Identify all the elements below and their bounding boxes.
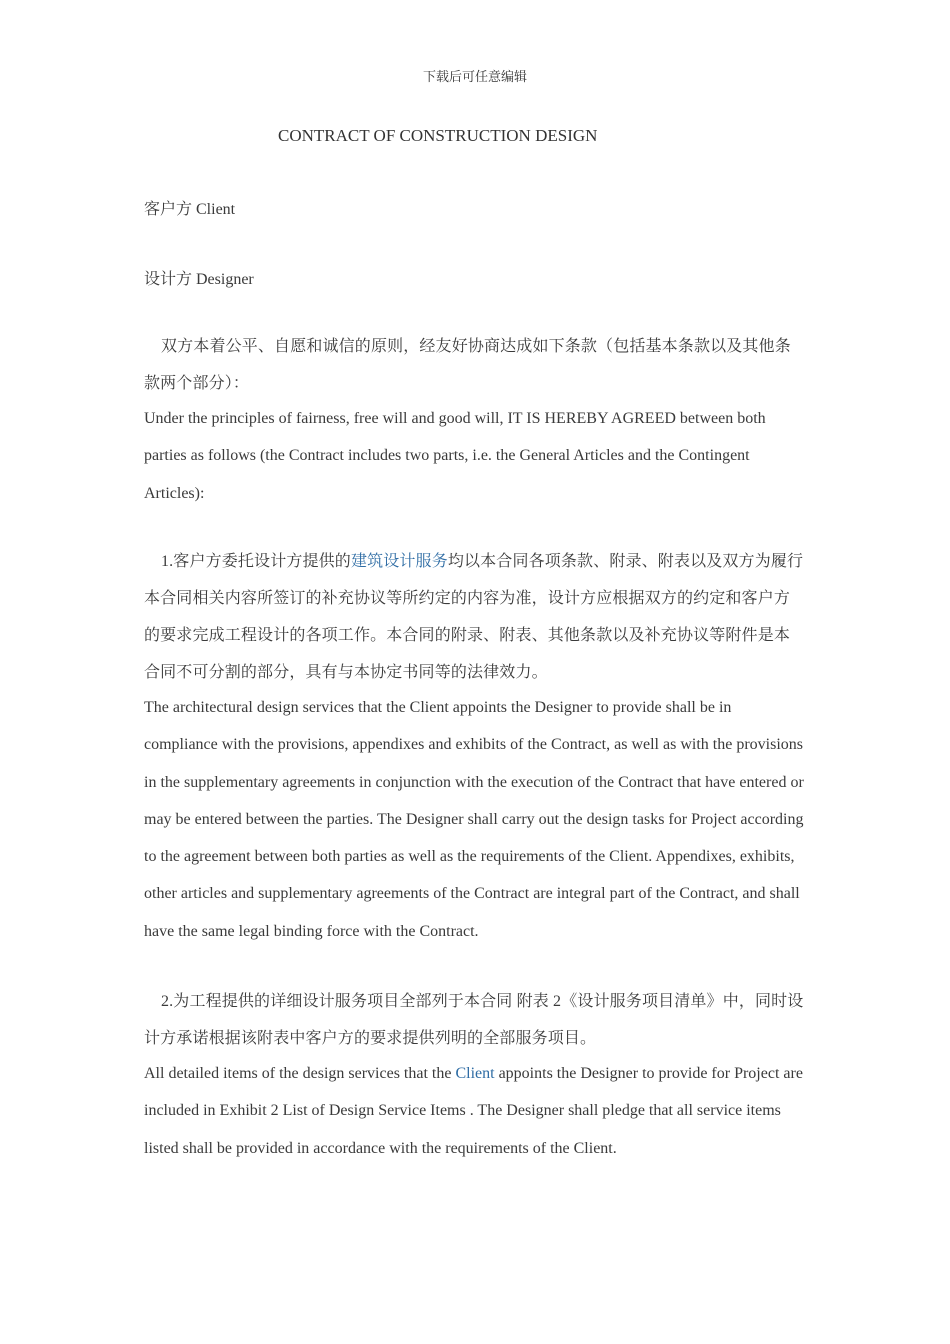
article-2-chinese: 2.为工程提供的详细设计服务项目全部列于本合同 附表 2《设计服务项目清单》中，同时设计方承诺根据该附表中客户方的要求提供列明的全部服务项目。 (144, 993, 804, 1047)
article-2-english (144, 1055, 806, 1167)
preamble-english: Under the principles of fairness, free will and good will, IT IS HEREBY AGREED between both parties as follows (the Contract includes two parts, i.e. the General Articles and the Contingent Articles): (144, 410, 766, 502)
document-title: CONTRACT OF CONSTRUCTION DESIGN (278, 126, 598, 145)
client-link[interactable]: Client (455, 1065, 495, 1082)
article-1-english: The architectural design services that the Client appoints the Designer to provide shall be in compliance with the provisions, appendixes and exhibits of the Contract, as well as with the provisions in the supplementary agreements in conjunction with the execution of the Contract that have entered or may be entered between the parties. The Designer shall carry out the design tasks for Project according to the agreement between both parties as well as the requirements of the Client. Appendixes, exhibits, other articles and supplementary agreements of the Contract are integral part of the Contract, and shall have the same legal binding force with the Contract. (144, 699, 804, 940)
article-2-text-after: appoints the Designer to provide for Project are included in Exhibit 2 List of Design Service Items . The Designer shall pledge that all service items listed shall be provided in accordance with the requirements of the Client. (144, 1065, 803, 1157)
article-2-text-before: All detailed items of the design services that the (144, 1065, 456, 1082)
article-1-chinese (144, 543, 806, 691)
download-note: 下载后可任意编辑 (422, 69, 527, 84)
client-party-label: 客户方 Client (144, 201, 236, 218)
designer-party-label: 设计方 Designer (144, 271, 254, 288)
article-1-text-before: 1.客户方委托设计方提供的 (161, 553, 351, 570)
architectural-design-service-link[interactable]: 建筑设计服务 (350, 553, 448, 570)
preamble-chinese: 双方本着公平、自愿和诚信的原则，经友好协商达成如下条款（包括基本条款以及其他条款两个部分）： (144, 338, 791, 392)
article-1-text-after: 均以本合同各项条款、附录、附表以及双方为履行本合同相关内容所签订的补充协议等所约定的内容为准，设计方应根据双方的约定和客户方的要求完成工程设计的各项工作。本合同的附录、附表、其他条款以及补充协议等附件是本合同不可分割的部分，具有与本协定书同等的法律效力。 (144, 553, 804, 681)
